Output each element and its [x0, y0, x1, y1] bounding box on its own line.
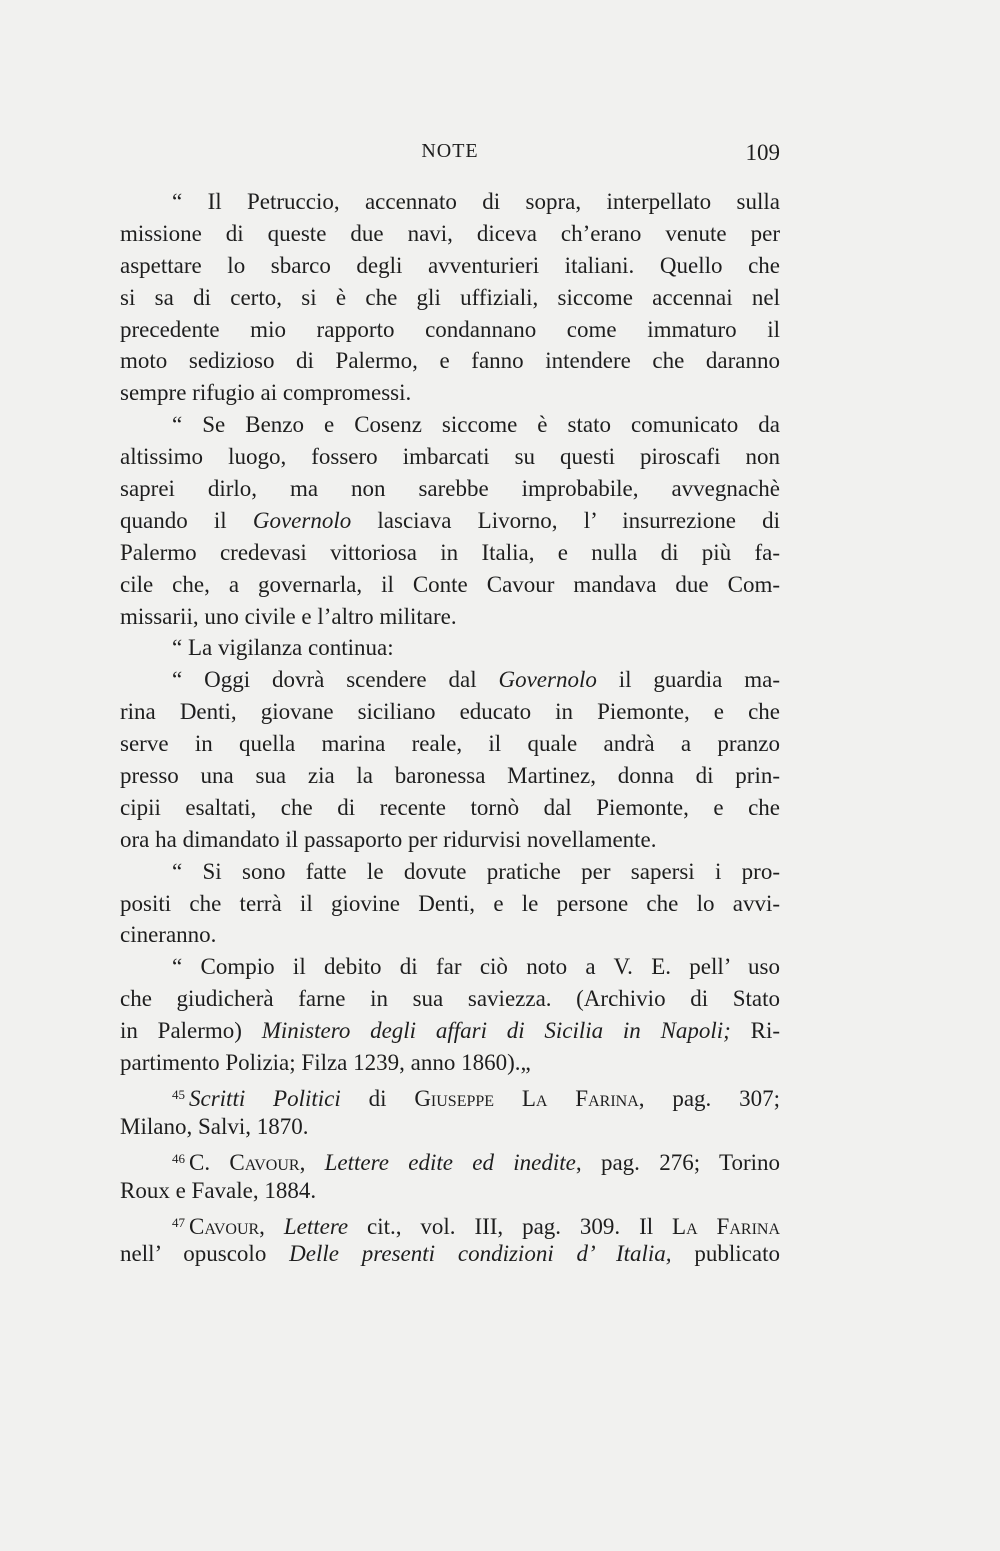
text-line: serve in quella marina reale, il quale andrà a pranzo [120, 731, 780, 757]
text-line: altissimo luogo, fossero imbarcati su questi piroscafi non [120, 444, 780, 470]
ship-name: Governolo [252, 507, 352, 533]
note-title: Lettere edite ed inedite [324, 1149, 576, 1175]
text-line: positi che terrà il giovine Denti, e le persone che lo avvi- [120, 890, 780, 916]
text-line: precedente mio rapporto condannano come immaturo il [120, 316, 780, 342]
text-segment: in Palermo) [120, 1018, 262, 1044]
text-segment: di [340, 1085, 415, 1111]
text-line: ora ha dimandato il passaporto per ridurvisi novellamente. [120, 826, 657, 852]
text-line: “ Il Petruccio, accennato di sopra, interpellato sulla [172, 189, 780, 214]
text-line: saprei dirlo, ma non sarebbe improbabile, avvegnachè [120, 476, 780, 502]
note-46 [120, 1143, 780, 1175]
text-line: “ La vigilanza continua: [172, 635, 394, 661]
text-segment: , [299, 1149, 325, 1175]
text-line: partimento Polizia; Filza 1239, anno 1860).„ [120, 1050, 531, 1076]
note-author: Giuseppe La Farina [414, 1085, 639, 1111]
note-number: 46 [172, 1150, 185, 1166]
text-line: che giudicherà farne in sua saviezza. (Archivio di Stato [120, 986, 780, 1012]
text-line [120, 505, 780, 537]
text-line: presso una sua zia la baronessa Martinez, donna di prin- [120, 763, 780, 789]
text-line: si sa di certo, si è che gli uffiziali, siccome accennai nel [120, 284, 780, 310]
note-number: 47 [172, 1214, 185, 1230]
text-segment: , [259, 1213, 284, 1239]
text-line: sempre rifugio ai compromessi. [120, 380, 412, 406]
text-line: “ Compio il debito di far ciò noto a V. E. pell’ uso [172, 954, 780, 980]
text-segment: nell’ opuscolo [120, 1241, 290, 1267]
note-number: 45 [172, 1086, 185, 1102]
page-header [120, 140, 780, 176]
page-number: 109 [745, 140, 780, 165]
text-segment: , pag. 276; Torino [575, 1149, 780, 1175]
note-title: Lettere [283, 1213, 349, 1239]
text-segment: quando il [120, 507, 253, 533]
note-45 [120, 1079, 780, 1111]
text-line [120, 664, 780, 696]
text-line: cineranno. [120, 922, 217, 948]
text-line [120, 1238, 780, 1270]
ship-name: Governolo [498, 667, 597, 693]
text-line: “ Se Benzo e Cosenz siccome è stato comunicato da [172, 412, 780, 438]
text-line: missarii, uno civile e l’altro militare. [120, 603, 457, 629]
text-line: missione di queste due navi, diceva ch’erano venute per [120, 220, 780, 246]
text-segment: “ Oggi dovrà scendere dal [172, 667, 499, 693]
text-segment: Ri- [730, 1018, 780, 1044]
note-author: C. Cavour [189, 1149, 300, 1175]
text-segment: cit., vol. III, pag. 309. Il [348, 1213, 673, 1239]
text-line: Milano, Salvi, 1870. [120, 1113, 309, 1139]
archive-series-title: Ministero degli affari di Sicilia in Napoli; [261, 1018, 731, 1044]
text-line: cipii esaltati, che di recente tornò dal Piemonte, e che [120, 794, 780, 820]
note-title: Delle presenti condizioni d’ Italia, [289, 1241, 672, 1267]
text-line: rina Denti, giovane siciliano educato in Piemonte, e che [120, 699, 780, 725]
text-line: moto sedizioso di Palermo, e fanno intendere che daranno [120, 348, 780, 374]
text-line: Palermo credevasi vittoriosa in Italia, e nulla di più fa- [120, 539, 780, 565]
text-segment: publicato [671, 1241, 780, 1267]
text-line: aspettare lo sbarco degli avventurieri italiani. Quello che [120, 252, 780, 278]
note-47 [120, 1207, 780, 1239]
body-text [120, 186, 780, 1270]
note-author: La Farina [672, 1213, 781, 1239]
running-title: NOTE [421, 140, 479, 162]
text-line: Roux e Favale, 1884. [120, 1177, 317, 1203]
text-line: cile che, a governarla, il Conte Cavour mandava due Com- [120, 571, 780, 597]
text-line: “ Si sono fatte le dovute pratiche per sapersi i pro- [172, 858, 780, 884]
text-segment: il guardia ma- [596, 667, 780, 693]
text-segment: , pag. 307; [638, 1085, 781, 1111]
text-line [120, 1015, 780, 1047]
note-title: Scritti Politici [189, 1085, 341, 1111]
note-author: Cavour [189, 1213, 260, 1239]
text-segment: lasciava Livorno, l’ insurrezione di [351, 507, 780, 533]
